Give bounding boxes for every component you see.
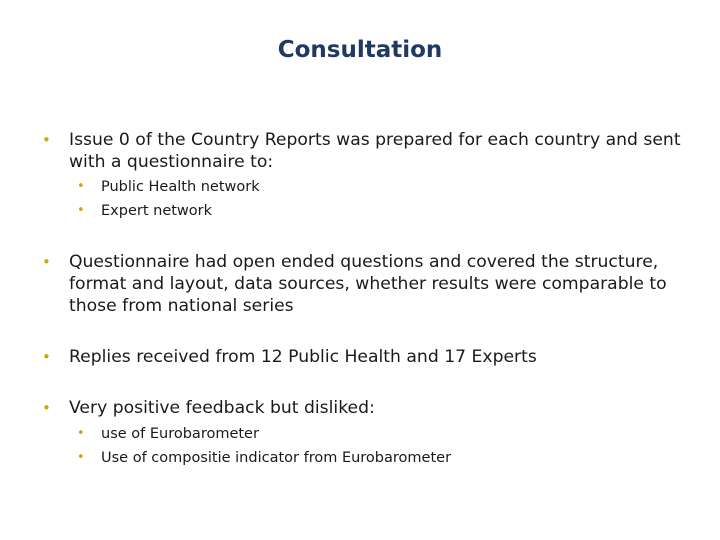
sub-list-dislikes: [77, 422, 661, 470]
sub-item-text: Use of compositie indicator from Eurobarometer: [101, 450, 452, 466]
bullet-dot-icon: •: [77, 179, 85, 194]
slide-title: Consultation: [277, 37, 443, 63]
bullet-dot-icon: •: [42, 131, 51, 149]
sub-list-networks: [77, 175, 661, 223]
bullet-dot-icon: •: [42, 348, 51, 366]
bullet-text: Very positive feedback but disliked:: [69, 398, 375, 418]
bullet-dot-icon: •: [77, 203, 85, 218]
sub-item-text: Public Health network: [101, 179, 260, 195]
sub-item-expert: [77, 199, 661, 223]
bullet-dot-icon: •: [42, 253, 51, 271]
bullet-dot-icon: •: [42, 399, 51, 417]
bullet-dot-icon: •: [77, 426, 85, 441]
bullet-item-issue: [42, 129, 689, 173]
sub-item-text: Expert network: [101, 203, 213, 219]
bullet-item-replies: [42, 346, 689, 368]
bullet-text: Replies received from 12 Public Health and 17 Experts: [69, 347, 537, 367]
bullet-item-feedback: [42, 397, 689, 419]
bullet-item-questionnaire: [42, 251, 689, 317]
bullet-dot-icon: •: [77, 450, 85, 465]
bullet-text: Issue 0 of the Country Reports was prepared for each country and sent with a questionnaire to:: [69, 130, 681, 172]
sub-item-composite-indicator: [77, 446, 661, 470]
sub-item-text: use of Eurobarometer: [101, 426, 259, 442]
sub-item-public-health: [77, 175, 661, 199]
sub-item-eurobarometer: [77, 422, 661, 446]
bullet-text: Questionnaire had open ended questions and covered the structure, format and layout, data sources, whether results were comparable to those from national series: [69, 252, 667, 316]
